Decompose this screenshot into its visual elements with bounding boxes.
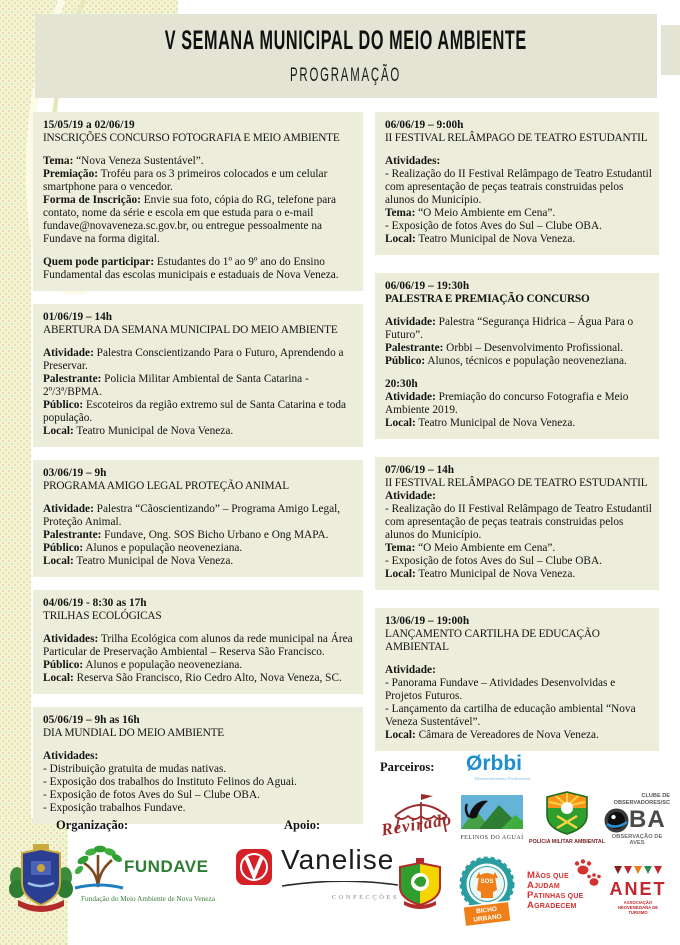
event-title: TRILHAS ECOLÓGICAS bbox=[43, 610, 162, 622]
event-date: 05/06/19 – 9h as 16h bbox=[43, 714, 140, 726]
event-paragraph: - Exposição de fotos Aves do Sul – Clube OBA. bbox=[385, 555, 602, 567]
felinos-caption: FELINOS DO AGUAÍ bbox=[460, 835, 524, 841]
event-paragraph: Tema: “O Meio Ambiente em Cena”. bbox=[385, 207, 556, 219]
event-paragraph: Atividade: bbox=[385, 664, 436, 676]
event-paragraph: Palestrante: Policia Militar Ambiental de Santa Catarina - 2º/3ª/BPMA. bbox=[43, 373, 309, 398]
oba-eye-icon bbox=[604, 808, 629, 833]
partner-crest bbox=[395, 858, 445, 915]
event-date: 15/05/19 a 02/06/19 bbox=[43, 119, 135, 131]
event-paragraph: Palestrante: Fundave, Ong. SOS Bicho Urbano e Ong MAPA. bbox=[43, 529, 329, 541]
event-paragraph: Público: Escoteiros da região extremo sul de Santa Catarina e toda população. bbox=[43, 399, 347, 424]
events-column-left bbox=[33, 112, 363, 837]
parceiros-label: Parceiros: bbox=[380, 760, 435, 774]
event-paragraph: Local: Reserva São Francisco, Rio Cedro Alto, Nova Veneza, SC. bbox=[43, 672, 342, 684]
event-paragraph: Local: Teatro Municipal de Nova Veneza. bbox=[43, 425, 234, 437]
pma-caption: POLÍCIA MILITAR AMBIENTAL bbox=[529, 839, 605, 845]
anet-caption: ASSOCIAÇÃO NEOVENEZIANA DE TURISMO bbox=[617, 900, 659, 915]
felinos-image-icon bbox=[461, 795, 523, 829]
event-date: 03/06/19 – 9h bbox=[43, 467, 107, 479]
revirado-name: Revirado bbox=[379, 809, 454, 840]
event-paragraph: - Exposição de fotos Aves do Sul – Clube OBA. bbox=[43, 789, 260, 801]
anet-logo bbox=[608, 862, 668, 915]
event-paragraph: Local: Teatro Municipal de Nova Veneza. bbox=[43, 555, 234, 567]
vanelise-swoosh-icon bbox=[281, 881, 399, 888]
oba-club-label: CLUBE DE OBSERVADORES/SC bbox=[613, 793, 670, 806]
felinos-logo bbox=[460, 795, 524, 841]
event-paragraph: - Exposição trabalhos Fundave. bbox=[43, 802, 186, 814]
fundave-name: FUNDAVE bbox=[124, 857, 209, 876]
event-title: INSCRIÇÕES CONCURSO FOTOGRAFIA E MEIO AMBIENTE bbox=[43, 132, 340, 144]
apoio-label: Apoio: bbox=[284, 818, 321, 832]
event-paragraph: Público: Alunos e população neoveneziana. bbox=[43, 542, 243, 554]
oba-logo bbox=[604, 793, 670, 846]
event-paragraph: - Realização do II Festival Relâmpago de Teatro Estudantil com apresentação de peças teatrais construidas pelos alunos do Município. bbox=[385, 168, 652, 206]
vanelise-caption: CONFECÇÕES bbox=[331, 894, 399, 901]
event-paragraph: Atividade: Palestra “Segurança Hidrica – Água Para o Futuro”. bbox=[385, 316, 634, 341]
page-title: V SEMANA MUNICIPAL DO MEIO AMBIENTE bbox=[164, 25, 528, 55]
left-trim-strip bbox=[0, 0, 31, 945]
event-paragraph: - Panorama Fundave – Atividades Desenvolvidas e Projetos Futuros. bbox=[385, 677, 616, 702]
header bbox=[35, 14, 657, 98]
event-paragraph: - Exposição dos trabalhos do Instituto Felinos do Aguai. bbox=[43, 776, 297, 788]
bicho-line1: BICHO bbox=[475, 905, 498, 916]
vanelise-logo bbox=[233, 845, 399, 901]
oba-caption: OBSERVAÇÃO DE AVES bbox=[611, 834, 663, 846]
event-title: DIA MUNDIAL DO MEIO AMBIENTE bbox=[43, 727, 224, 739]
organizacao-label: Organização: bbox=[56, 818, 129, 832]
event-date: 01/06/19 – 14h bbox=[43, 311, 113, 323]
event-paragraph: Público: Alunos, técnicos e população neoveneziana. bbox=[385, 355, 627, 367]
orbbi-caption: Desenvolvimento Profissional bbox=[474, 776, 530, 781]
events-column-right bbox=[375, 112, 659, 769]
event-paragraph: 20:30h bbox=[385, 378, 418, 390]
event-title: II FESTIVAL RELÂMPAGO DE TEATRO ESTUDANTIL bbox=[385, 477, 648, 489]
event-card bbox=[375, 273, 659, 439]
revirado-logo bbox=[379, 792, 465, 840]
event-card bbox=[375, 457, 659, 590]
event-paragraph: Quem pode participar: Estudantes do 1º ao 9º ano do Ensino Fundamental das escolas municipais e estaduais de Nova Veneza. bbox=[43, 256, 339, 281]
event-date: 06/06/19 – 19:30h bbox=[385, 280, 470, 292]
event-paragraph: Local: Câmara de Vereadores de Nova Veneza. bbox=[385, 729, 599, 741]
mapa-logo bbox=[527, 858, 599, 911]
event-card bbox=[33, 590, 363, 694]
fundave-logo bbox=[74, 843, 222, 903]
event-card bbox=[33, 112, 363, 291]
oba-name: BA bbox=[629, 806, 666, 833]
event-paragraph: Local: Teatro Municipal de Nova Veneza. bbox=[385, 568, 576, 580]
event-card bbox=[33, 460, 363, 577]
event-paragraph: Atividades: bbox=[385, 155, 441, 167]
event-paragraph: - Lançamento da cartilha de educação ambiental “Nova Veneza Sustentável”. bbox=[385, 703, 636, 728]
event-card bbox=[33, 304, 363, 447]
event-title: LANÇAMENTO CARTILHA DE EDUCAÇÃO AMBIENTAL bbox=[385, 628, 600, 653]
event-paragraph: Atividades: bbox=[43, 750, 99, 762]
event-paragraph: Tema: “O Meio Ambiente em Cena”. bbox=[385, 542, 556, 554]
event-paragraph: Atividade: bbox=[385, 490, 436, 502]
event-paragraph: Atividade: Palestra “Cãoscientizando” – Programa Amigo Legal, Proteção Animal. bbox=[43, 503, 341, 528]
event-date: 07/06/19 – 14h bbox=[385, 464, 455, 476]
nova-veneza-crest bbox=[8, 843, 74, 918]
pma-logo bbox=[528, 790, 606, 845]
bicho-line2: URBANO bbox=[472, 913, 503, 924]
mapa-text: MÃOS QUE AJUDAM PATINHAS QUE AGRADECEM bbox=[527, 870, 584, 911]
page-subtitle: PROGRAMAÇÃO bbox=[290, 65, 402, 86]
orbbi-name: Ørbbi bbox=[466, 752, 522, 775]
event-paragraph: Atividades: Trilha Ecológica com alunos da rede municipal na Área Particular de Preservação Ambiental – Reserva São Francisco. bbox=[43, 633, 353, 658]
event-paragraph: Local: Teatro Municipal de Nova Veneza. bbox=[385, 233, 576, 245]
event-paragraph: Atividade: Palestra Conscientizando Para o Futuro, Aprendendo a Preservar. bbox=[43, 347, 344, 372]
event-paragraph: Palestrante: Orbbi – Desenvolvimento Profissional. bbox=[385, 342, 624, 354]
event-title: II FESTIVAL RELÂMPAGO DE TEATRO ESTUDANTIL bbox=[385, 132, 648, 144]
fundave-tree-icon bbox=[74, 843, 124, 891]
fundave-caption: Fundação do Meio Ambiente de Nova Veneza bbox=[80, 894, 215, 903]
pma-shield-icon bbox=[545, 790, 589, 836]
bicho-sos-text: SOS bbox=[480, 879, 494, 885]
vanelise-mark-icon bbox=[233, 845, 275, 891]
event-date: 06/06/19 – 9:00h bbox=[385, 119, 464, 131]
event-paragraph: Atividade: Premiação do concurso Fotografia e Meio Ambiente 2019. bbox=[385, 391, 629, 416]
event-paragraph: - Exposição de fotos Aves do Sul – Clube OBA. bbox=[385, 220, 602, 232]
event-card bbox=[375, 112, 659, 255]
event-paragraph: Local: Teatro Municipal de Nova Veneza. bbox=[385, 417, 576, 429]
event-title: PROGRAMA AMIGO LEGAL PROTEÇÃO ANIMAL bbox=[43, 480, 289, 492]
event-date: 04/06/19 - 8:30 as 17h bbox=[43, 597, 147, 609]
anet-pennants-icon bbox=[613, 865, 663, 875]
event-paragraph: Premiação: Troféu para os 3 primeiros colocados e um celular smartphone para o vencedor. bbox=[43, 168, 328, 193]
event-paragraph: Forma de Inscrição: Envie sua foto, cópia do RG, telefone para contato, nome da série e escola em que estuda para o e-mail fundave@novaveneza.sc.gov.br, ou entregue pessoalmente na Fundave na forma digital. bbox=[43, 194, 337, 245]
event-title: ABERTURA DA SEMANA MUNICIPAL DO MEIO AMBIENTE bbox=[43, 324, 338, 336]
municipal-crest-icon bbox=[8, 843, 74, 913]
corner-chip bbox=[661, 25, 680, 75]
partner-crest-icon bbox=[395, 858, 445, 910]
vanelise-name: Vanelise bbox=[281, 844, 395, 875]
bicho-urbano-icon bbox=[458, 856, 516, 934]
orbbi-logo bbox=[458, 752, 530, 782]
event-title: PALESTRA E PREMIAÇÃO CONCURSO bbox=[385, 293, 590, 305]
event-paragraph: Tema: “Nova Veneza Sustentável”. bbox=[43, 155, 204, 167]
event-date: 13/06/19 – 19:00h bbox=[385, 615, 470, 627]
event-paragraph: Público: Alunos e população neoveneziana. bbox=[43, 659, 243, 671]
anet-name: ANET bbox=[609, 879, 667, 899]
event-card bbox=[33, 707, 363, 824]
bicho-urbano-logo bbox=[458, 856, 516, 939]
event-paragraph: - Distribuição gratuita de mudas nativas. bbox=[43, 763, 227, 775]
event-paragraph: - Realização do II Festival Relâmpago de Teatro Estudantil com apresentação de peças teatrais construidas pelos alunos do Município. bbox=[385, 503, 652, 541]
event-card bbox=[375, 608, 659, 751]
paw-prints-icon bbox=[573, 858, 601, 888]
